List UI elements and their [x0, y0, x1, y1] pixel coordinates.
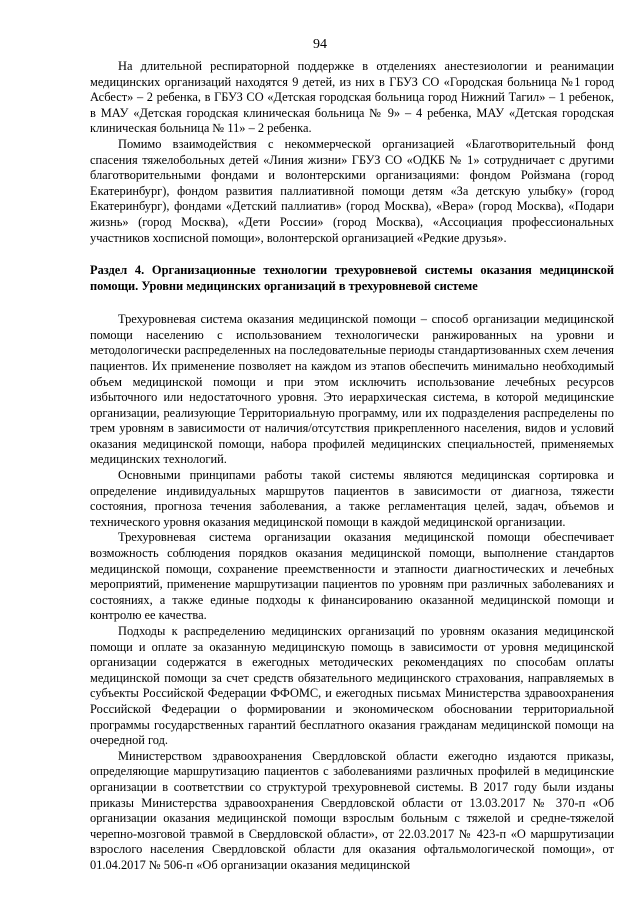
paragraph-respiratory-support: На длительной респираторной поддержке в отделениях анестезиологии и реанимации медицинских организаций находятся 9 детей, из них в ГБУЗ СО «Городская больница №1 город Асбест» – 2 ребенка, в ГБУЗ СО «Детская городская больница город Нижний Тагил» – 1 ребенок, в МАУ «Детская городская клиническая больница № 9» – 4 ребенка, МАУ «Детская городская клиническая больница № 11» – 2 ребенка.: [90, 59, 614, 136]
section-title: Раздел 4. Организационные технологии трехуровневой системы оказания медицинской помощи. Уровни медицинских организаций в трехуровневой системе: [90, 263, 614, 294]
paragraph-distribution-approaches: Подходы к распределению медицинских организаций по уровням оказания медицинской помощи и оплате за оказанную медицинскую помощь в зависимости от уровня медицинской организации содержатся в ежегодных методических рекомендациях по способам оплаты медицинской помощи за счет средств обязательного медицинского страхования, направляемых в субъекты Российской Федерации ФФОМС, и ежегодных письмах Министерства здравоохранения Российской Федерации о формировании и экономическом обосновании территориальной программы государственных гарантий бесплатного оказания гражданам медицинской помощи на очередной год.: [90, 624, 614, 748]
paragraph-charity-cooperation: Помимо взаимодействия с некоммерческой организацией «Благотворительный фонд спасения тяжелобольных детей «Линия жизни» ГБУЗ СО «ОДКБ № 1» сотрудничает с другими благотворительными фондами и волонтерскими организациями: фондом Ройзмана (город Екатеринбург), фондом развития паллиативной помощи детям «За детскую улыбку» (город Екатеринбург), фондами «Детский паллиатив» (город Москва), «Вера» (город Москва), «Подари жизнь» (город Москва), «Дети России» (город Москва), «Ассоциация профессиональных участников хосписной помощи», волонтерской организацией «Редкие друзья».: [90, 136, 614, 245]
paragraph-ministry-orders: Министерством здравоохранения Свердловской области ежегодно издаются приказы, определяющие маршрутизацию пациентов с заболеваниями различных профилей в медицинские организации в соответствии со структурой трехуровневой системы. В 2017 году были изданы приказы Министерства здравоохранения Свердловской области от 13.03.2017 № 370-п «Об организации оказания медицинской помощи взрослым больным с тяжелой и средне-тяжелой черепно-мозговой травмой в Свердловской области», от 22.03.2017 № 423-п «О маршрутизации взрослого населения Свердловской области для оказания офтальмологической помощи», от 01.04.2017 № 506-п «Об организации оказания медицинской: [90, 748, 614, 872]
paragraph-capabilities: Трехуровневая система организации оказания медицинской помощи обеспечивает возможность соблюдения порядков оказания медицинской помощи, выполнение стандартов медицинской помощи, сохранение преемственности и этапности диагностических и лечебных мероприятий, применение маршрутизации пациентов по уровням при различных заболеваниях и состояниях, а также единые подходы к финансированию оказанной медицинской помощи и контролю ее качества.: [90, 530, 614, 623]
paragraph-principles: Основными принципами работы такой системы являются медицинская сортировка и определение индивидуальных маршрутов пациентов в зависимости от диагноза, тяжести состояния, прогноза течения заболевания, а также регламентация целей, задач, объемов и технического уровня оказания медицинской помощи в каждой медицинской организации.: [90, 468, 614, 529]
paragraph-three-level-definition: Трехуровневая система оказания медицинской помощи – способ организации медицинской помощи населению с использованием технологически ранжированных на уровни и методологически распределенных на последовательные периоды стандартизованных схем лечения пациентов. Их применение позволяет на каждом из этапов обеспечить минимально необходимый объем медицинской помощи и при этом исключить использование лечебных ресурсов избыточного или недостаточного уровня. Это иерархическая система, в которой медицинские организации, реализующие Территориальную программу, или их подразделения распределены по трем уровням в зависимости от наличия/отсутствия прикрепленного населения, видов и условий оказания медицинской помощи, набора профилей медицинских специальностей, применяемых медицинских технологий.: [90, 312, 614, 467]
page-number: 94: [313, 37, 327, 52]
page-content: [90, 59, 614, 874]
